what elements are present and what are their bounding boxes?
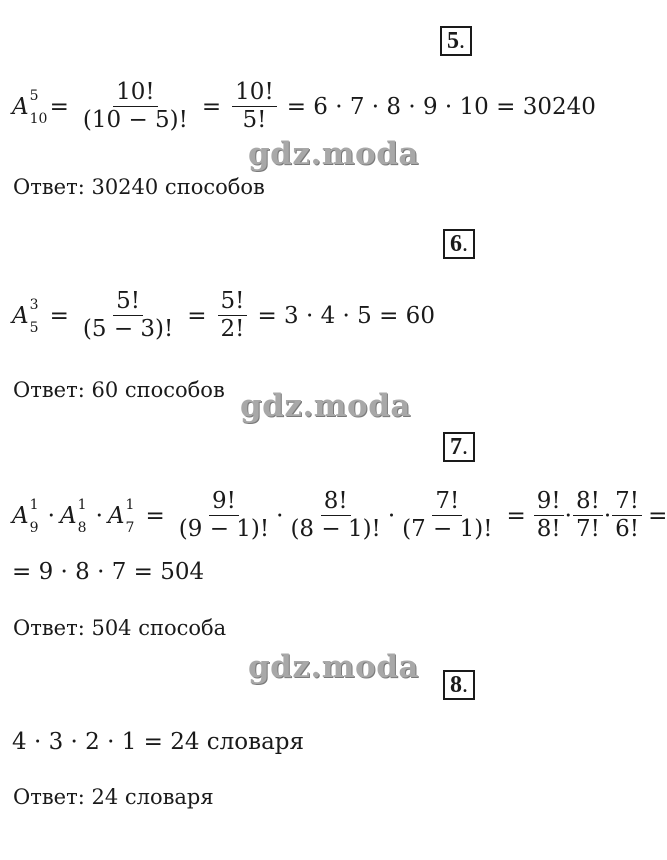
watermark: gdz.moda bbox=[240, 388, 411, 424]
problem-number-8: 8. bbox=[443, 670, 475, 700]
answer-problem-8: Ответ: 24 словаря bbox=[13, 785, 214, 809]
arrangement-symbol: A 1 9 bbox=[12, 496, 39, 536]
fraction: $\frac{10!}{(10 - 5)!}$ bbox=[82, 79, 188, 133]
arrangement-symbol: A 3 5 bbox=[12, 296, 39, 336]
arrangement-symbol: A 1 8 bbox=[59, 496, 87, 536]
answer-problem-5: Ответ: 30240 способов bbox=[13, 175, 265, 199]
problem-number-5: 5. bbox=[440, 26, 472, 56]
fraction: $\frac{9!}{(9 - 1)!}$ bbox=[178, 488, 270, 542]
formula-problem-5: A 5 10 = $\frac{10!}{(10 - 5)!}$ = $\frac{10!}{5!}$ = 6 · 7 · 8 · 9 · 10 = 30240 bbox=[12, 79, 596, 133]
fraction: $\frac{8!}{7!}$ bbox=[573, 488, 603, 543]
watermark: gdz.moda bbox=[248, 136, 419, 172]
fraction: $\frac{8!}{(8 - 1)!}$ bbox=[290, 488, 381, 542]
fraction: $\frac{7!}{(7 - 1)!}$ bbox=[402, 488, 493, 542]
formula-problem-6: A 3 5 = $\frac{5!}{(5 - 3)!}$ = $\frac{5!}{2!}$ = 3 · 4 · 5 = 60 bbox=[12, 288, 435, 342]
arrangement-symbol: A 5 10 bbox=[12, 87, 48, 127]
answer-problem-6: Ответ: 60 способов bbox=[13, 378, 225, 402]
fraction: $\frac{5!}{2!}$ bbox=[218, 288, 248, 343]
fraction: $\frac{7!}{6!}$ bbox=[612, 488, 642, 543]
fraction: $\frac{9!}{8!}$ bbox=[534, 488, 564, 543]
problem-number-6: 6. bbox=[443, 229, 475, 259]
arrangement-symbol: A 1 7 bbox=[107, 496, 135, 536]
formula-problem-8: 4 · 3 · 2 · 1 = 24 словаря bbox=[12, 729, 305, 755]
fraction: $\frac{5!}{(5 - 3)!}$ bbox=[82, 288, 174, 342]
problem-number-7: 7. bbox=[443, 432, 475, 462]
formula-problem-7: A 1 9 · A 1 8 · A 1 7 = $\frac{9!}{(9 - 1)!}$ · $\frac{8!}{(8 - 1)!}$ · $\frac{7!}{(7 - 1)!}$ = $\frac{9!}{8!}$ · $\frac{8!}{7!}$ · $\frac{7!}{6!}$ = bbox=[12, 488, 667, 542]
formula-problem-7-line2: = 9 · 8 · 7 = 504 bbox=[12, 559, 205, 585]
watermark: gdz.moda bbox=[248, 649, 419, 685]
answer-problem-7: Ответ: 504 способа bbox=[13, 616, 227, 640]
fraction: $\frac{10!}{5!}$ bbox=[232, 79, 277, 134]
